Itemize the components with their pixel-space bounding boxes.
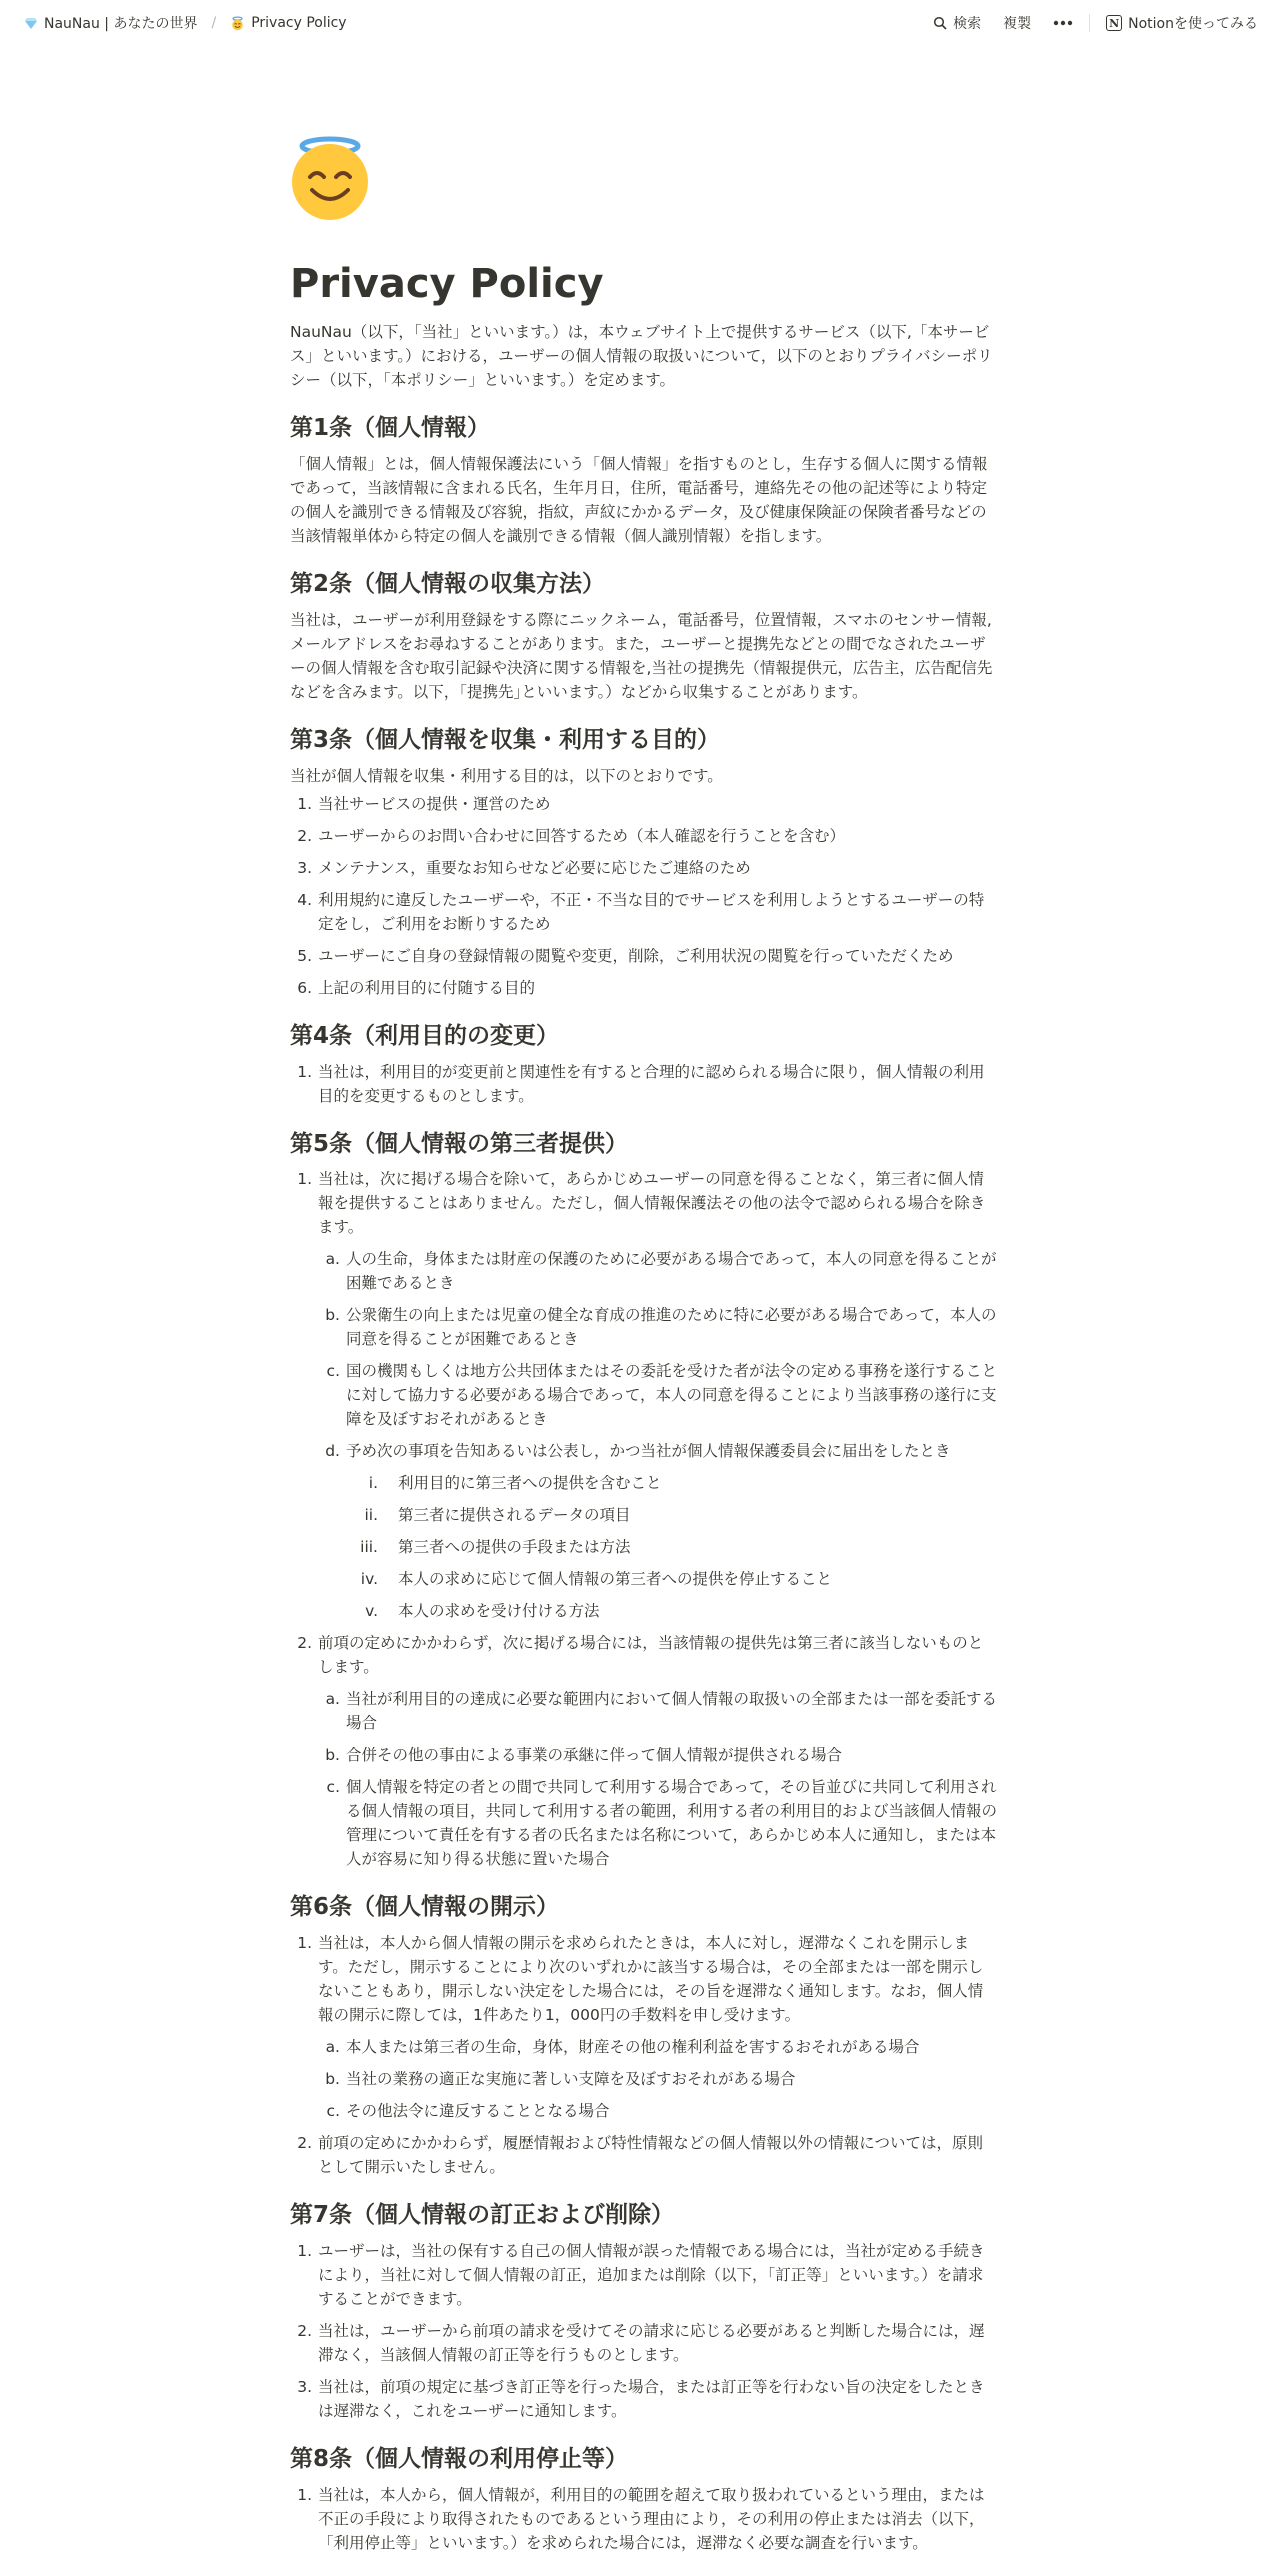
list-item-text: 当社が利用目的の達成に必要な範囲内において個人情報の取扱いの全部または一部を委託する場合 [346,1690,998,1733]
list-marker: 4. [297,890,312,909]
list-item [318,1775,998,1871]
topbar-divider [1089,14,1090,32]
list-marker: 1. [297,2242,312,2261]
breadcrumb-page[interactable] [226,12,350,34]
section-heading: 第3条（個人情報を収集・利用する目的） [290,726,721,753]
list-item-text: 前項の定めにかかわらず，次に掲げる場合には，当該情報の提供先は第三者に該当しないものとします。 [318,1634,984,1677]
list-item [290,792,998,816]
list-item-text: ユーザーにご自身の登録情報の閲覧や変更，削除，ご利用状況の閲覧を行っていただくため [318,946,954,965]
page-title: Privacy Policy [290,261,604,307]
list-item [290,888,998,936]
list-item [290,856,998,880]
list-item [318,1303,998,1351]
gem-icon [24,16,38,30]
list-item-text: 本人の求めを受け付ける方法 [398,1602,600,1621]
smiling-face-with-halo-icon[interactable] [290,132,380,222]
list-marker: 3. [297,2378,312,2397]
list-marker: c. [326,1362,340,1381]
list-item [290,2131,998,2179]
list-item-text: 第三者に提供されるデータの項目 [398,1506,631,1525]
list-item [290,1931,998,2123]
list-item [290,824,998,848]
list-item [290,2483,998,2555]
topbar [0,0,1284,46]
notion-logo-icon: N [1106,15,1122,31]
list-item-text: ユーザーは，当社の保有する自己の個人情報が誤った情報である場合には，当社が定める手続きにより，当社に対して個人情報の訂正，追加または削除（以下，「訂正等」といいます。）を請求することができます。 [318,2242,985,2309]
duplicate-button-label: 複製 [1003,16,1032,32]
list-marker: 1. [297,1062,312,1081]
list-marker: b. [325,1306,340,1325]
list-item [290,1060,998,1108]
list-item [290,1631,998,1871]
list-item [290,2375,998,2423]
list-marker: c. [326,1778,340,1797]
list-item-text: 当社は，本人から，個人情報が，利用目的の範囲を超えて取り扱われているという理由，または不正の手段により取得されたものであるという理由により，その利用の停止または消去（以下，「利用停止等」といいます。）を求められた場合には，遅滞なく必要な調査を行います。 [318,2486,985,2553]
list-marker: i. [368,1474,378,1493]
try-notion-button[interactable] [1100,10,1264,36]
numbered-list [290,1931,998,2179]
list-marker: 1. [297,1934,312,1953]
list-item [346,1599,998,1623]
list-item [290,944,998,968]
section-heading: 第2条（個人情報の収集方法） [290,570,606,597]
section-heading: 第4条（利用目的の変更） [290,1022,560,1049]
breadcrumb-page-label: Privacy Policy [251,15,347,31]
list-item [318,1247,998,1295]
topbar-actions [927,10,1264,36]
list-item [318,1687,998,1735]
section-heading: 第8条（個人情報の利用停止等） [290,2446,629,2473]
list-item-text: ユーザーからのお問い合わせに回答するため（本人確認を行うことを含む） [318,826,846,845]
numbered-list [290,1167,998,1871]
smiling-face-with-halo-icon [230,16,245,31]
list-marker: a. [325,2038,340,2057]
section-heading: 第1条（個人情報） [290,415,491,441]
search-button[interactable] [927,10,987,36]
section-paragraph: 「個人情報」とは，個人情報保護法にいう「個人情報」を指すものとし，生存する個人に関する情報であって，当該情報に含まれる氏名，生年月日，住所，電話番号，連絡先その他の記述等により特定の個人を識別できる情報及び容貌，指紋，声紋にかかるデータ，及び健康保険証の保険者番号などの当該情報単体から特定の個人を識別できる情報（個人識別情報）を指します。 [290,454,988,545]
list-marker: 2. [297,2134,312,2153]
breadcrumb [20,10,351,36]
more-button[interactable] [1047,17,1079,29]
list-item-text: 国の機関もしくは地方公共団体またはその委託を受けた者が法令の定める事務を遂行することに対して協力する必要がある場合であって，本人の同意を得ることにより当該事務の遂行に支障を及ぼすおそれがあるとき [346,1362,998,1429]
breadcrumb-workspace[interactable] [20,10,201,36]
list-marker: a. [325,1250,340,1269]
list-item [318,1359,998,1431]
list-item-text: 当社は，本人から個人情報の開示を求められたときは，本人に対し，遅滞なくこれを開示します。ただし，開示することにより次のいずれかに該当する場合は，その全部または一部を開示しないこともあり，開示しない決定をした場合には，その旨を遅滞なく通知します。なお，個人情報の開示に際しては，1件あたり1，000円の手数料を申し受けます。 [318,1934,984,2025]
list-item-text: 利用規約に違反したユーザーや，不正・不当な目的でサービスを利用しようとするユーザーの特定をし，ご利用をお断りするため [318,890,985,933]
numbered-list [318,1687,998,1871]
list-marker: b. [325,2070,340,2089]
page-content [290,132,998,2563]
list-item-text: メンテナンス，重要なお知らせなど必要に応じたご連絡のため [318,858,751,877]
section-heading: 第5条（個人情報の第三者提供） [290,1130,629,1157]
list-marker: 1. [297,2486,312,2505]
numbered-list [290,2239,998,2423]
list-marker: 1. [297,794,312,813]
section-paragraph: 当社は，ユーザーが利用登録をする際にニックネーム，電話番号，位置情報，スマホのセンサー情報,メールアドレスをお尋ねすることがあります。また，ユーザーと提携先などとの間でなされたユーザーの個人情報を含む取引記録や決済に関する情報を,当社の提携先（情報提供元，広告主，広告配信先などを含みます。以下，｢提携先｣といいます。）などから収集することがあります。 [290,610,993,701]
list-marker: d. [325,1442,340,1461]
list-item-text: 当社は，次に掲げる場合を除いて，あらかじめユーザーの同意を得ることなく，第三者に個人情報を提供することはありません。ただし，個人情報保護法その他の法令で認められる場合を除きます。 [318,1170,986,1237]
numbered-list [346,1471,998,1623]
list-marker: 5. [297,946,312,965]
list-marker: 6. [297,978,312,997]
list-item [290,2319,998,2367]
list-item [318,2099,998,2123]
numbered-list [290,1060,998,1108]
numbered-list [318,2035,998,2123]
list-item-text: 当社は，前項の規定に基づき訂正等を行った場合，または訂正等を行わない旨の決定をしたときは遅滞なく，これをユーザーに通知します。 [318,2378,985,2421]
list-item-text: 本人または第三者の生命，身体，財産その他の権利利益を害するおそれがある場合 [346,2038,920,2057]
list-item [318,1439,998,1623]
list-item [346,1471,998,1495]
list-item-text: 公衆衛生の向上または児童の健全な育成の推進のために特に必要がある場合であって，本人の同意を得ることが困難であるとき [346,1306,997,1349]
list-marker: 2. [297,1634,312,1653]
list-item-text: 当社は，利用目的が変更前と関連性を有すると合理的に認められる場合に限り，個人情報の利用目的を変更するものとします。 [318,1062,985,1105]
section-paragraph: 当社が個人情報を収集・利用する目的は，以下のとおりです。 [290,766,723,785]
numbered-list [290,792,998,1000]
list-item-text: 本人の求めに応じて個人情報の第三者への提供を停止すること [398,1570,833,1589]
list-item-text: 当社の業務の適正な実施に著しい支障を及ぼすおそれがある場合 [346,2070,796,2089]
list-item [290,1167,998,1623]
list-item-text: 合併その他の事由による事業の承継に伴って個人情報が提供される場合 [346,1746,843,1765]
list-item [318,2067,998,2091]
list-marker: 3. [297,858,312,877]
list-item-text: 個人情報を特定の者との間で共同して利用する場合であって，その旨並びに共同して利用される個人情報の項目，共同して利用する者の範囲，利用する者の利用目的および当該個人情報の管理について責任を有する者の氏名または名称について，あらかじめ本人に通知し，または本人が容易に知り得る状態に置いた場合 [346,1778,998,1869]
try-notion-label: Notionを使ってみる [1128,16,1258,32]
breadcrumb-workspace-label: NauNau | あなたの世界 [44,16,198,32]
list-item-text: 第三者への提供の手段または方法 [398,1538,631,1557]
list-marker: iv. [360,1570,378,1589]
list-item-text: 前項の定めにかかわらず，履歴情報および特性情報などの個人情報以外の情報については，原則として開示いたしません。 [318,2134,983,2177]
section-heading: 第6条（個人情報の開示） [290,1894,560,1921]
list-item-text: その他法令に違反することとなる場合 [346,2102,610,2121]
list-item [290,976,998,1000]
list-item-text: 予め次の事項を告知あるいは公表し，かつ当社が個人情報保護委員会に届出をしたとき [346,1442,951,1461]
list-item-text: 利用目的に第三者への提供を含むこと [398,1474,662,1493]
list-item-text: 当社サービスの提供・運営のため [318,794,551,813]
list-item [318,1743,998,1767]
search-button-label: 検索 [953,16,982,32]
list-item [346,1503,998,1527]
list-marker: a. [325,1690,340,1709]
numbered-list [290,2483,998,2555]
duplicate-button[interactable] [997,10,1037,36]
list-item [346,1535,998,1559]
search-icon [933,16,947,30]
list-marker: b. [325,1746,340,1765]
list-marker: iii. [360,1538,378,1557]
list-item-text: 人の生命，身体または財産の保護のために必要がある場合であって，本人の同意を得ることが困難であるとき [346,1250,997,1293]
list-item [346,1567,998,1591]
list-item-text: 当社は，ユーザーから前項の請求を受けてその請求に応じる必要があると判断した場合には，遅滞なく，当該個人情報の訂正等を行うものとします。 [318,2322,985,2365]
intro-paragraph: NauNau（以下，「当社」といいます。）は，本ウェブサイト上で提供するサービス（以下,「本サービス」といいます。）における，ユーザーの個人情報の取扱いについて，以下のとおりプライバシーポリシー（以下，「本ポリシー」といいます。）を定めます。 [290,323,993,389]
policy-sections [290,414,998,2555]
numbered-list [318,1247,998,1623]
list-marker: 1. [297,1170,312,1189]
list-marker: v. [365,1602,378,1621]
more-horizontal-icon [1053,20,1073,26]
list-marker: ii. [364,1506,378,1525]
list-marker: 2. [297,2322,312,2341]
list-item [318,2035,998,2059]
list-marker: 2. [297,826,312,845]
section-heading: 第7条（個人情報の訂正および削除） [290,2202,675,2229]
list-item [290,2239,998,2311]
breadcrumb-separator: / [211,15,217,31]
list-marker: c. [326,2102,340,2121]
list-item-text: 上記の利用目的に付随する目的 [318,978,536,997]
